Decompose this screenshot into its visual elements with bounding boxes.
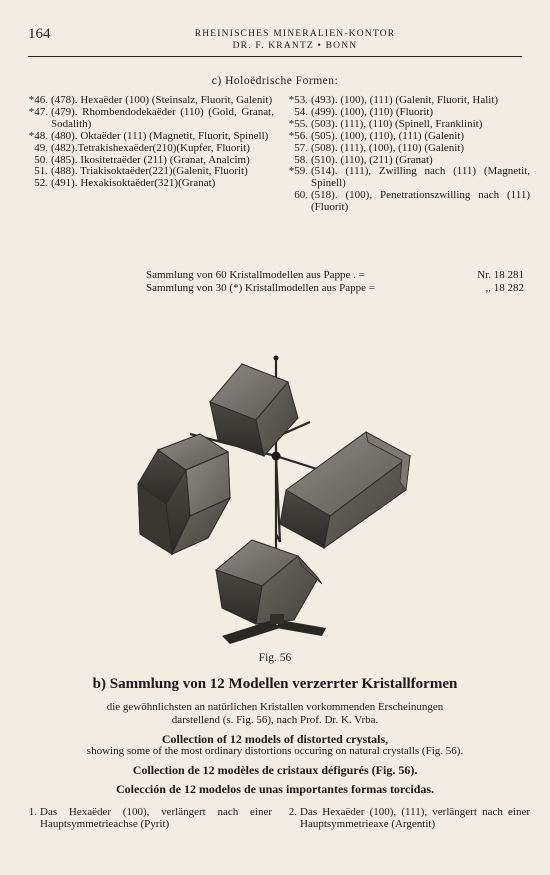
entry-text: (499). (100), (110) (Fluorit): [311, 105, 434, 118]
entry-text: (479). Rhombendodekaëder (110) (Gold, Granat, Sodalith): [51, 105, 274, 130]
crystal-model-left: [138, 434, 230, 554]
entry-number: *55.: [288, 117, 308, 130]
entry-number: *46.: [28, 94, 48, 106]
catalogue-entry: [22, 143, 274, 155]
entry-number: *48.: [28, 129, 48, 142]
entry-text: (518). (100), Penetrationszwilling nach (111) (Fluorit): [311, 189, 530, 214]
section-b-english-title: Collection of 12 models of distorted crystals,: [161, 732, 389, 746]
header-rule: [28, 56, 522, 57]
price-line-text: Sammlung von 60 Kristallmodellen aus Pappe . =: [146, 269, 365, 281]
entry-text: (510). (110), (211) (Granat): [311, 153, 433, 166]
crystal-model-right: [280, 432, 410, 548]
crystal-model-top: [210, 364, 298, 456]
item-number: 1.: [28, 806, 37, 818]
section-b-item-right: [282, 806, 530, 830]
catalogue-entry: [282, 143, 530, 155]
entry-text: (508). (111), (100), (110) (Galenit): [311, 141, 465, 154]
entry-text: (485). Ikositetraëder (211) (Granat, Analcim): [51, 153, 250, 166]
price-line: [146, 269, 524, 282]
entry-number: 54.: [294, 105, 308, 118]
right-entry-column: [282, 95, 530, 214]
catalogue-entry: [282, 119, 530, 131]
catalogue-entry: [282, 166, 530, 190]
entry-text: (503). (111), (110) (Spinell, Franklinit): [311, 117, 483, 130]
section-b-item-left: [22, 806, 272, 830]
rod-tip: [274, 356, 279, 361]
figure-caption: Fig. 56: [258, 652, 292, 664]
section-b-french-title: Collection de 12 modèles de cristaux défigurés (Fig. 56).: [132, 763, 418, 777]
entry-number: *47.: [28, 105, 48, 118]
entry-text: (505). (100), (110), (111) (Galenit): [311, 129, 465, 142]
catalogue-entry: [282, 131, 530, 143]
catalogue-entry: [22, 178, 274, 190]
entry-number: 50.: [34, 153, 48, 166]
crystal-models-illustration: [130, 352, 420, 648]
item-text: Das Hexaëder (100), verlängert nach einer Hauptsymmetrieachse (Pyrit): [40, 806, 272, 830]
model-stand: [222, 614, 326, 644]
entry-number: 58.: [294, 153, 308, 166]
entry-number: 49.: [34, 141, 48, 154]
entry-number: 57.: [294, 141, 308, 154]
entry-number: *53.: [288, 94, 308, 106]
catalogue-entry: [282, 190, 530, 214]
price-line-code: Nr. 18 281: [477, 269, 524, 281]
section-c-heading: c) Holoëdrische Formen:: [211, 75, 339, 87]
price-line: [146, 282, 524, 295]
catalogue-entry: [22, 131, 274, 143]
page-number: 164: [28, 26, 51, 42]
section-b-english-subtitle: showing some of the most ordinary distortions occuring on natural crystalls (Fig. 56).: [86, 745, 464, 757]
price-line-text: Sammlung von 30 (*) Kristallmodellen aus Pappe =: [146, 281, 375, 294]
list-item: [22, 806, 272, 830]
entry-number: *59.: [288, 165, 308, 178]
rod-joint: [272, 452, 281, 461]
entry-text: (482).Tetrakishexaëder(210)(Kupfer, Fluorit): [51, 141, 250, 154]
crystal-models-figure: [130, 352, 420, 648]
entry-text: (478). Hexaëder (100) (Steinsalz, Fluorit, Galenit): [51, 94, 273, 106]
list-item: [282, 806, 530, 830]
catalogue-entry: [22, 107, 274, 131]
section-b-german-line-1: die gewöhnlichsten an natürlichen Kristallen vorkommenden Erscheinungen: [106, 701, 444, 713]
entry-number: 60.: [294, 189, 308, 202]
crystal-model-bottom: [216, 540, 322, 624]
entry-text: (488). Triakisoktaëder(221)(Galenit, Fluorit): [51, 165, 248, 178]
entry-number: 52.: [34, 177, 48, 190]
item-number: 2.: [288, 806, 297, 818]
collection-price-list: [146, 269, 524, 294]
section-b-german-line-2: darstellend (s. Fig. 56), nach Prof. Dr. K. Vrba.: [171, 714, 379, 726]
section-b-heading: b) Sammlung von 12 Modellen verzerrter Kristallformen: [92, 676, 458, 692]
section-b-spanish-title: Colección de 12 modelos de unas importantes formas torcidas.: [115, 782, 435, 796]
entry-text: (480). Oktaëder (111) (Magnetit, Fluorit, Spinell): [51, 129, 269, 142]
running-head-company: RHEINISCHES MINERALIEN-KONTOR: [194, 29, 396, 39]
entry-text: (491). Hexakisoktaëder(321)(Granat): [51, 177, 216, 190]
entry-text: (514). (111), Zwilling nach (111) (Magnetit, Spinell): [311, 165, 530, 190]
item-text: Das Hexaëder (100), (111), verlängert nach einer Hauptsymmetrieaxe (Argentit): [300, 806, 530, 830]
price-line-code: ,, 18 282: [485, 281, 524, 294]
entry-text: (493). (100), (111) (Galenit, Fluorit, Halit): [311, 94, 499, 106]
running-head-owner: DR. F. KRANTZ • BONN: [232, 41, 358, 51]
left-entry-column: [22, 95, 274, 190]
entry-number: *56.: [288, 129, 308, 142]
entry-number: 51.: [34, 165, 48, 178]
